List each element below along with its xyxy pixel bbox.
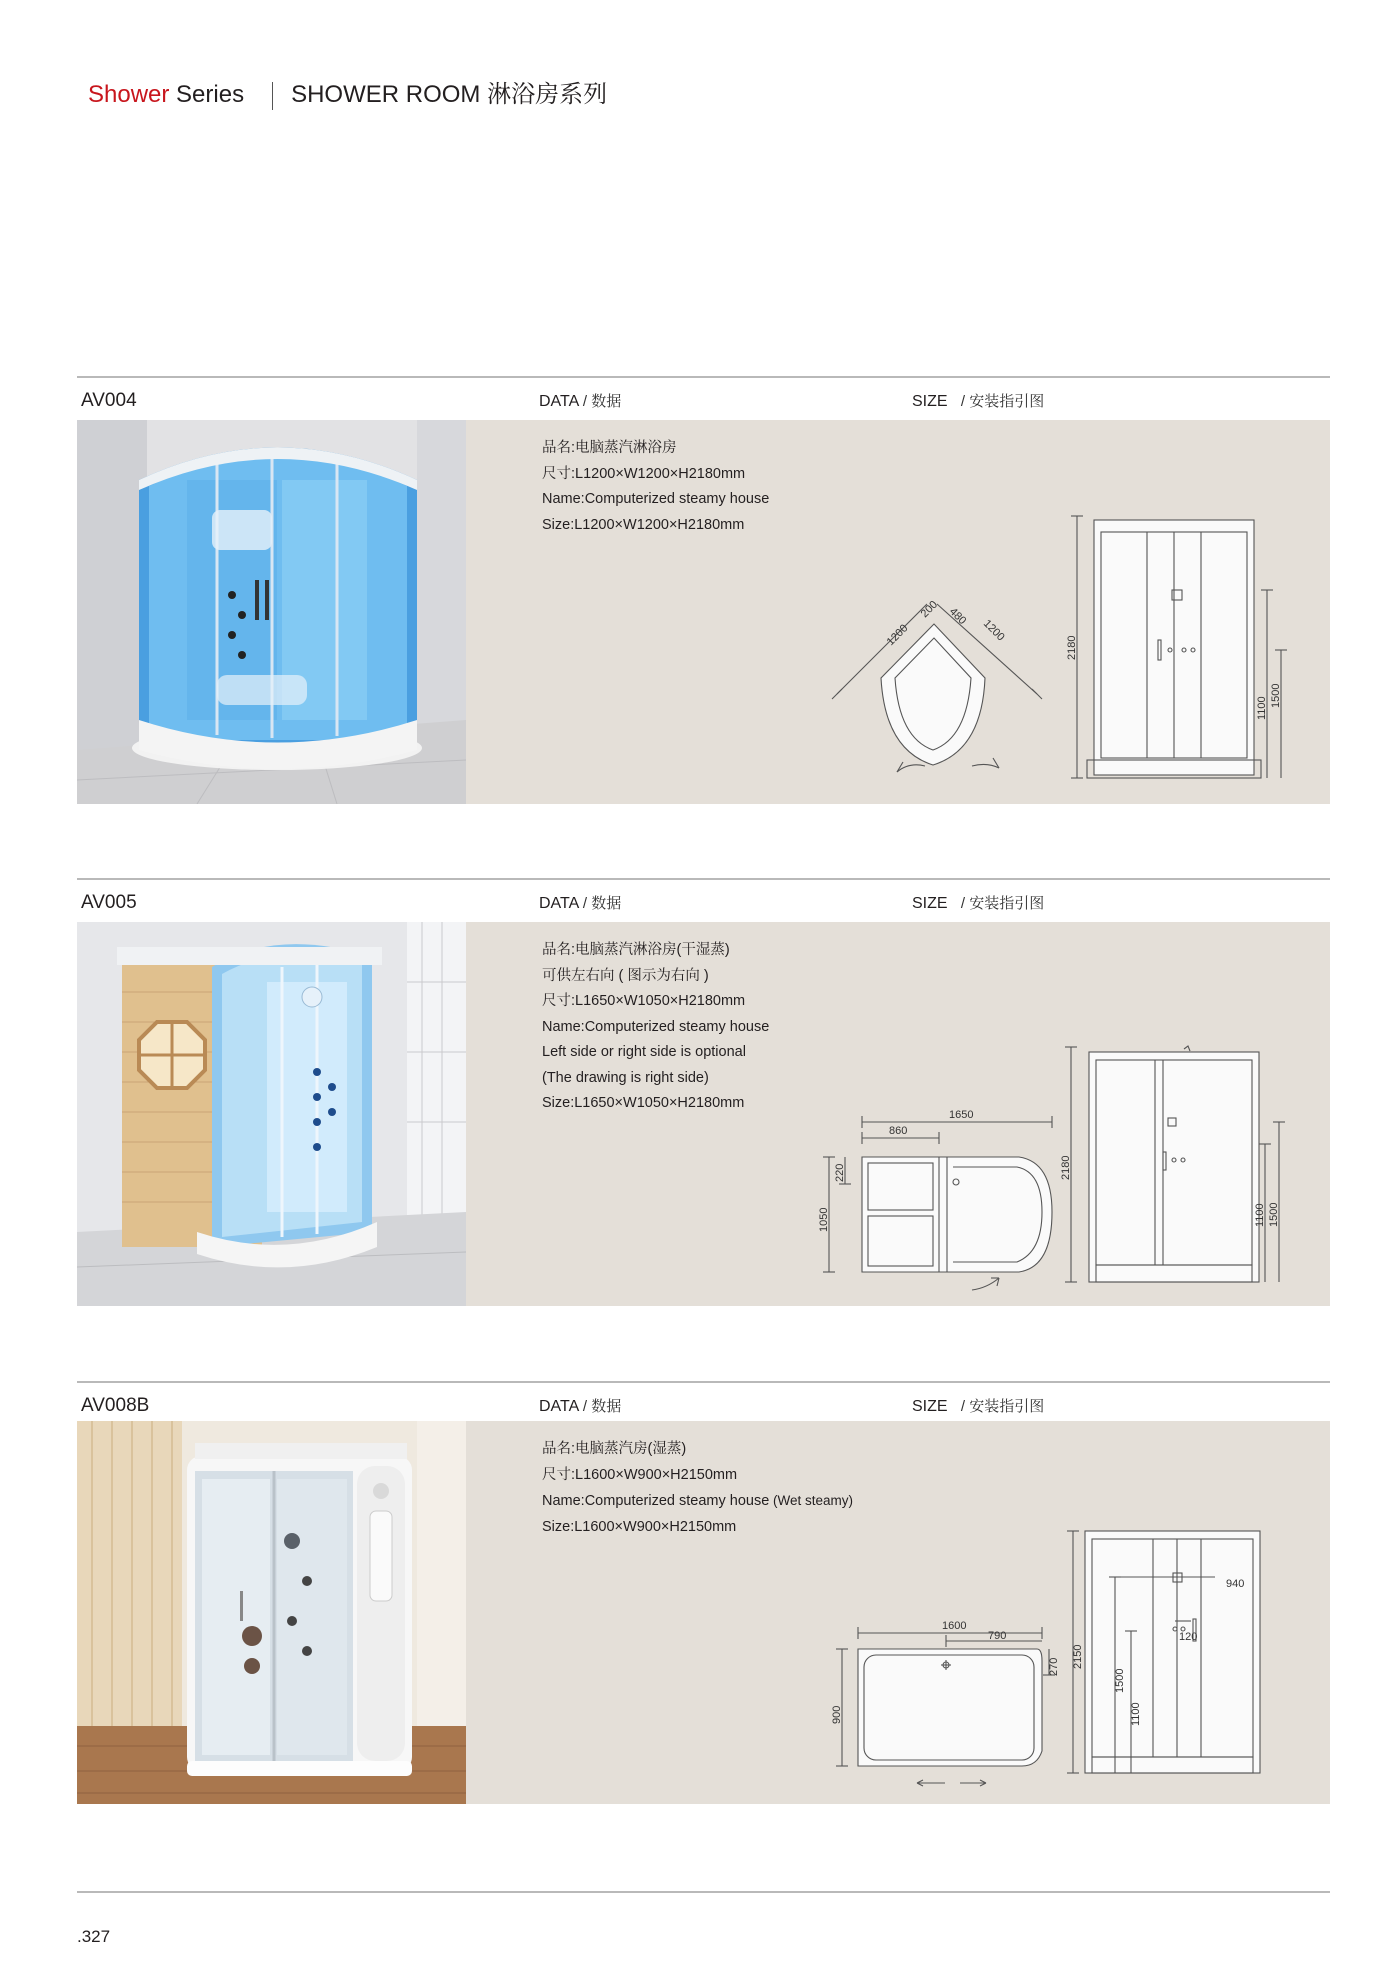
footer-divider (77, 1891, 1330, 1893)
info-line: Name:Computerized steamy house (542, 1018, 770, 1035)
dim-label: 1200 (884, 622, 911, 649)
dim-label: 1200 (980, 617, 1007, 644)
dim-label: 1500 (1114, 1668, 1126, 1693)
info-line: 品名:电脑蒸汽淋浴房 (542, 440, 677, 456)
data-label: DATA / 数据 (539, 895, 622, 912)
installation-drawing (77, 1421, 1330, 1804)
dim-label: 1650 (949, 1109, 974, 1121)
brand-red: Shower (88, 81, 170, 108)
dim-label: 120 (1179, 1631, 1198, 1643)
info-line: 尺寸:L1600×W900×H2150mm (542, 1466, 738, 1483)
product-panel (77, 922, 1330, 1306)
dim-label: 1100 (1130, 1702, 1142, 1726)
info-line: Name:Computerized steamy house (Wet steamy) (542, 1493, 854, 1509)
dim-label: 200 (918, 598, 941, 621)
info-line: 品名:电脑蒸汽淋浴房(干湿蒸) (542, 942, 730, 958)
installation-drawing (77, 922, 1330, 1306)
info-line: 尺寸:L1650×W1050×H2180mm (542, 993, 746, 1009)
info-line: Left side or right side is optional (542, 1044, 746, 1060)
section-divider (77, 878, 1330, 880)
dim-label: 1050 (818, 1207, 830, 1232)
model-code: AV008B (81, 1395, 150, 1416)
dim-label: 1500 (1268, 1202, 1280, 1227)
info-line: Size:L1650×W1050×H2180mm (542, 1095, 745, 1111)
installation-drawing (77, 420, 1330, 804)
page-header (88, 74, 607, 110)
dim-label: 1100 (1256, 696, 1268, 720)
product-panel (77, 1421, 1330, 1804)
dim-label: 480 (946, 605, 969, 628)
info-line: Name:Computerized steamy house (542, 491, 770, 507)
dim-label: 1100 (1254, 1203, 1266, 1227)
info-line: 品名:电脑蒸汽房(湿蒸) (542, 1441, 687, 1457)
dim-label: 270 (1048, 1657, 1060, 1676)
section-divider (77, 1381, 1330, 1383)
data-label: DATA / 数据 (539, 1398, 622, 1415)
info-line: 尺寸:L1200×W1200×H2180mm (542, 465, 746, 482)
info-line: Size:L1200×W1200×H2180mm (542, 516, 745, 533)
brand-rest: Series (169, 81, 245, 108)
header-divider (272, 82, 273, 110)
dim-label: 2180 (1066, 635, 1078, 660)
dim-label: 220 (834, 1163, 846, 1182)
size-label: SIZE / 安装指引图 (912, 1398, 1045, 1415)
model-code: AV004 (81, 390, 137, 411)
size-label: SIZE / 安装指引图 (912, 895, 1045, 912)
page-title: SHOWER ROOM 淋浴房系列 (291, 81, 608, 108)
size-label: SIZE / 安装指引图 (912, 393, 1045, 410)
data-label: DATA / 数据 (539, 393, 622, 410)
info-line: (The drawing is right side) (542, 1069, 709, 1086)
page-number: .327 (77, 1927, 111, 1946)
dim-label: 900 (831, 1705, 843, 1724)
dim-label: 790 (988, 1630, 1007, 1642)
dim-label: 2180 (1060, 1155, 1072, 1180)
dim-label: 940 (1226, 1578, 1245, 1590)
product-panel (77, 420, 1330, 804)
info-line: Size:L1600×W900×H2150mm (542, 1518, 737, 1535)
info-line: 可供左右向 ( 图示为右向 ) (542, 967, 709, 984)
section-divider (77, 376, 1330, 378)
model-code: AV005 (81, 892, 137, 913)
dim-label: 1500 (1270, 683, 1282, 708)
dim-label: 2150 (1072, 1644, 1084, 1669)
dim-label: 1600 (942, 1620, 967, 1632)
dim-label: 860 (889, 1125, 908, 1137)
